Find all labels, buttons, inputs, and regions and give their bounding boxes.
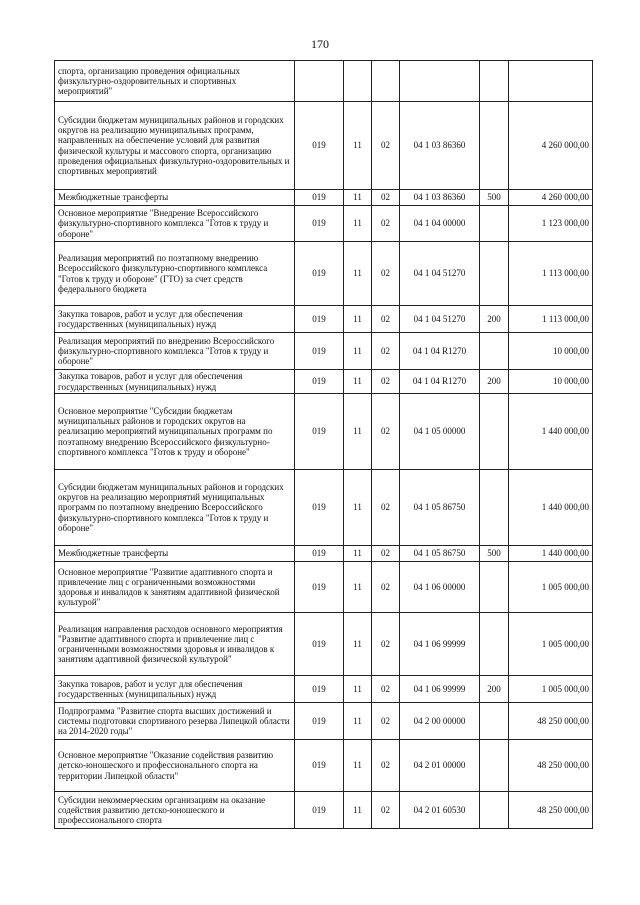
cell-rz: 11	[344, 703, 372, 740]
cell-gr: 019	[295, 242, 344, 306]
cell-sum: 48 250 000,00	[509, 703, 593, 740]
cell-vr	[480, 333, 509, 370]
table-row	[55, 206, 593, 242]
cell-sum: 1 440 000,00	[509, 470, 593, 546]
cell-gr: 019	[295, 792, 344, 829]
cell-pr: 02	[372, 394, 400, 470]
cell-pr: 02	[372, 242, 400, 306]
table-row	[55, 470, 593, 546]
row-name: Закупка товаров, работ и услуг для обеспечения государственных (муниципальных) нужд	[55, 676, 295, 703]
cell-csr: 04 1 03 86360	[400, 102, 480, 190]
cell-csr: 04 1 05 86750	[400, 546, 480, 562]
cell-pr: 02	[372, 370, 400, 394]
table-row	[55, 242, 593, 306]
cell-pr: 02	[372, 190, 400, 206]
cell-rz: 11	[344, 740, 372, 792]
table-row	[55, 562, 593, 613]
cell-rz: 11	[344, 792, 372, 829]
row-name: Межбюджетные трансферты	[55, 546, 295, 562]
cell-gr: 019	[295, 370, 344, 394]
row-name: Субсидии бюджетам муниципальных районов и городских округов на реализацию муниципальных программ, направленных на обеспечение условий для развития физической культуры и массового спорта, организацию проведения официальных физкультурно-оздоровительных и спортивных мероприятий	[55, 102, 295, 190]
cell-pr: 02	[372, 792, 400, 829]
cell-sum: 48 250 000,00	[509, 740, 593, 792]
row-name: Основное мероприятие "Субсидии бюджетам муниципальных районов и городских округов на реализацию мероприятий муниципальных программ по поэтапному внедрению Всероссийского физкультурно-спортивного комплекса "Готов к труду и обороне"	[55, 394, 295, 470]
cell-vr	[480, 562, 509, 613]
cell-gr	[295, 61, 344, 102]
cell-gr: 019	[295, 546, 344, 562]
page-number: 170	[311, 37, 329, 51]
cell-gr: 019	[295, 740, 344, 792]
cell-rz: 11	[344, 676, 372, 703]
row-name: Закупка товаров, работ и услуг для обеспечения государственных (муниципальных) нужд	[55, 306, 295, 333]
table-row	[55, 792, 593, 829]
cell-vr	[480, 792, 509, 829]
cell-vr	[480, 206, 509, 242]
cell-rz: 11	[344, 242, 372, 306]
cell-gr: 019	[295, 470, 344, 546]
cell-sum: 1 005 000,00	[509, 613, 593, 676]
cell-pr	[372, 61, 400, 102]
cell-csr: 04 1 04 R1270	[400, 333, 480, 370]
table-row	[55, 190, 593, 206]
row-name: Реализация направления расходов основного мероприятия "Развитие адаптивного спорта и привлечение лиц с ограниченными возможностями здоровья и инвалидов к занятиям адаптивной физической культурой"	[55, 613, 295, 676]
cell-csr: 04 2 01 60530	[400, 792, 480, 829]
cell-gr: 019	[295, 306, 344, 333]
table-row	[55, 370, 593, 394]
cell-sum: 4 260 000,00	[509, 190, 593, 206]
cell-csr: 04 1 04 R1270	[400, 370, 480, 394]
cell-rz: 11	[344, 370, 372, 394]
row-name: Реализация мероприятий по поэтапному внедрению Всероссийского физкультурно-спортивного комплекса "Готов к труду и обороне" (ГТО) за счет средств федерального бюджета	[55, 242, 295, 306]
cell-csr: 04 1 03 86360	[400, 190, 480, 206]
table-row	[55, 61, 593, 102]
cell-sum: 1 113 000,00	[509, 306, 593, 333]
cell-csr: 04 1 05 00000	[400, 394, 480, 470]
cell-csr: 04 1 04 00000	[400, 206, 480, 242]
cell-rz: 11	[344, 306, 372, 333]
cell-vr	[480, 102, 509, 190]
cell-rz: 11	[344, 562, 372, 613]
cell-csr: 04 1 06 99999	[400, 613, 480, 676]
cell-pr: 02	[372, 562, 400, 613]
cell-vr	[480, 470, 509, 546]
cell-rz: 11	[344, 546, 372, 562]
cell-rz: 11	[344, 206, 372, 242]
cell-vr: 500	[480, 190, 509, 206]
cell-sum: 1 440 000,00	[509, 394, 593, 470]
cell-csr: 04 1 04 51270	[400, 242, 480, 306]
cell-gr: 019	[295, 562, 344, 613]
cell-rz: 11	[344, 470, 372, 546]
cell-pr: 02	[372, 306, 400, 333]
cell-sum: 1 005 000,00	[509, 676, 593, 703]
table-row	[55, 676, 593, 703]
cell-rz: 11	[344, 102, 372, 190]
cell-csr: 04 1 05 86750	[400, 470, 480, 546]
table-row	[55, 740, 593, 792]
budget-table	[54, 60, 593, 829]
cell-sum: 1 440 000,00	[509, 546, 593, 562]
cell-pr: 02	[372, 613, 400, 676]
row-name: Подпрограмма "Развитие спорта высших достижений и системы подготовки спортивного резерва Липецкой области на 2014-2020 годы"	[55, 703, 295, 740]
cell-pr: 02	[372, 703, 400, 740]
cell-vr: 200	[480, 370, 509, 394]
cell-gr: 019	[295, 190, 344, 206]
table-row	[55, 703, 593, 740]
cell-sum: 10 000,00	[509, 370, 593, 394]
cell-sum: 1 123 000,00	[509, 206, 593, 242]
cell-gr: 019	[295, 102, 344, 190]
cell-sum: 1 005 000,00	[509, 562, 593, 613]
cell-vr	[480, 242, 509, 306]
cell-pr: 02	[372, 470, 400, 546]
row-name: Основное мероприятие "Оказание содействия развитию детско-юношеского и профессионального спорта на территории Липецкой области"	[55, 740, 295, 792]
cell-sum: 48 250 000,00	[509, 792, 593, 829]
cell-vr	[480, 394, 509, 470]
table-row	[55, 613, 593, 676]
cell-vr	[480, 613, 509, 676]
cell-csr: 04 1 06 00000	[400, 562, 480, 613]
cell-rz	[344, 61, 372, 102]
cell-pr: 02	[372, 102, 400, 190]
cell-sum: 10 000,00	[509, 333, 593, 370]
cell-rz: 11	[344, 333, 372, 370]
cell-rz: 11	[344, 394, 372, 470]
table-row	[55, 394, 593, 470]
cell-csr: 04 1 04 51270	[400, 306, 480, 333]
cell-gr: 019	[295, 703, 344, 740]
cell-csr: 04 1 06 99999	[400, 676, 480, 703]
cell-gr: 019	[295, 613, 344, 676]
budget-table-body	[55, 61, 593, 829]
cell-gr: 019	[295, 394, 344, 470]
row-name: Субсидии бюджетам муниципальных районов и городских округов на реализацию мероприятий муниципальных программ по поэтапному внедрению Всероссийского физкультурно-спортивного комплекса "Готов к труду и обороне"	[55, 470, 295, 546]
cell-rz: 11	[344, 613, 372, 676]
cell-vr: 200	[480, 306, 509, 333]
cell-gr: 019	[295, 676, 344, 703]
row-name: Основное мероприятие "Развитие адаптивного спорта и привлечение лиц с ограниченными возможностями здоровья и инвалидов к занятиям адаптивной физической культурой"	[55, 562, 295, 613]
cell-sum	[509, 61, 593, 102]
cell-sum: 4 260 000,00	[509, 102, 593, 190]
cell-pr: 02	[372, 740, 400, 792]
cell-vr	[480, 740, 509, 792]
row-name: Субсидии некоммерческим организациям на оказание содействия развитию детско-юношеского и профессионального спорта	[55, 792, 295, 829]
cell-vr	[480, 703, 509, 740]
table-row	[55, 102, 593, 190]
table-row	[55, 333, 593, 370]
cell-pr: 02	[372, 333, 400, 370]
cell-gr: 019	[295, 333, 344, 370]
cell-pr: 02	[372, 206, 400, 242]
row-name: Основное мероприятие "Внедрение Всероссийского физкультурно-спортивного комплекса "Готов к труду и обороне"	[55, 206, 295, 242]
cell-pr: 02	[372, 676, 400, 703]
row-name: Закупка товаров, работ и услуг для обеспечения государственных (муниципальных) нужд	[55, 370, 295, 394]
cell-pr: 02	[372, 546, 400, 562]
cell-vr: 200	[480, 676, 509, 703]
cell-gr: 019	[295, 206, 344, 242]
cell-vr	[480, 61, 509, 102]
cell-vr: 500	[480, 546, 509, 562]
cell-csr	[400, 61, 480, 102]
cell-sum: 1 113 000,00	[509, 242, 593, 306]
cell-csr: 04 2 00 00000	[400, 703, 480, 740]
cell-rz: 11	[344, 190, 372, 206]
row-name: спорта, организацию проведения официальных физкультурно-оздоровительных и спортивных мероприятий"	[55, 61, 295, 102]
row-name: Межбюджетные трансферты	[55, 190, 295, 206]
table-row	[55, 546, 593, 562]
row-name: Реализация мероприятий по внедрению Всероссийского физкультурно-спортивного комплекса "Готов к труду и обороне"	[55, 333, 295, 370]
cell-csr: 04 2 01 00000	[400, 740, 480, 792]
table-row	[55, 306, 593, 333]
